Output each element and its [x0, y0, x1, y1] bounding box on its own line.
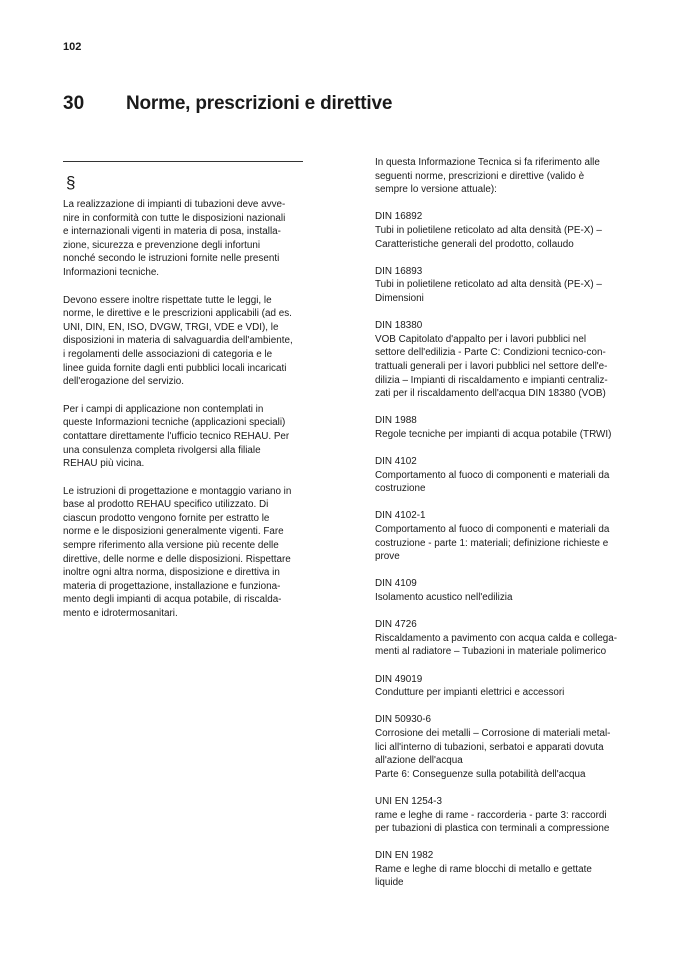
norm-code: DIN 4102-1	[375, 510, 426, 522]
norm-description: Comportamento al fuoco di componenti e materiali da costruzione	[375, 469, 610, 495]
chapter-number: 30	[63, 93, 85, 114]
norm-description: Tubi in polietilene reticolato ad alta densità (PE-X) – Caratteristiche generali del prodotto, collaudo	[375, 224, 602, 250]
norm-code: DIN 4726	[375, 619, 417, 631]
norm-code: DIN EN 1982	[375, 850, 434, 862]
right-column	[375, 156, 620, 904]
page-number: 102	[63, 41, 82, 53]
norm-description: Corrosione dei metalli – Corrosione di materiali metal- lici all'interno di tubazioni, serbatoi e apparati dovuta all'azione dell'acqua Parte 6: Conseguenze sulla potabilità dell'acqua	[375, 727, 611, 780]
norm-description: rame e leghe di rame - raccorderia - parte 3: raccordi per tubazioni di plastica con terminali a compressione	[375, 809, 610, 835]
norm-code: DIN 49019	[375, 673, 423, 685]
norm-entry	[375, 849, 620, 890]
norm-description: Rame e leghe di rame blocchi di metallo e gettate liquide	[375, 863, 592, 889]
norms-intro: In questa Informazione Tecnica si fa riferimento alle seguenti norme, prescrizioni e direttive (valido è sempre lo versione attuale):	[375, 157, 600, 196]
chapter-title: Norme, prescrizioni e direttive	[126, 93, 393, 114]
norm-entry	[375, 673, 620, 700]
norm-description: Comportamento al fuoco di componenti e materiali da costruzione - parte 1: materiali; definizione richieste e prove	[375, 524, 610, 563]
norm-code: DIN 18380	[375, 320, 423, 332]
norm-entry	[375, 265, 620, 306]
left-column	[63, 161, 303, 621]
paragraph: Le istruzioni di progettazione e montaggio variano in base al prodotto REHAU specifico utilizzato. Di ciascun prodotto vengono fornite per estratto le norme e le disposizioni generalmente vigenti. Fare sempre riferimento alla versione più recente delle direttive, delle norme e delle disposizioni. Rispettare inoltre ogni altra norma, disposizione e direttiva in materia di progettazione, installazione e funziona- mento degli impianti di acqua potabile, di riscalda- mento e idrotermosanitari.	[63, 485, 292, 620]
norm-description: Regole tecniche per impianti di acqua potabile (TRWI)	[375, 428, 612, 440]
norm-description: Condutture per impianti elettrici e accessori	[375, 687, 565, 699]
norm-entry	[375, 319, 620, 401]
norm-entry	[375, 577, 620, 604]
norm-code: DIN 50930-6	[375, 714, 431, 726]
norm-description: Tubi in polietilene reticolato ad alta densità (PE-X) – Dimensioni	[375, 279, 602, 304]
norm-code: DIN 16892	[375, 211, 423, 223]
paragraph: Per i campi di applicazione non contemplati in queste Informazioni tecniche (applicazioni speciali) contattare direttamente l'ufficio tecnico REHAU. Per una consulenza completa rivolgersi alla filiale REHAU più vicina.	[63, 403, 290, 470]
paragraph: La realizzazione di impianti di tubazioni deve avve- nire in conformità con tutte le disposizioni nazionali e internazionali vigenti in materia di posa, installa- zione, sicurezza e prevenzione degli infortuni nonché secondo le istruzioni fornite nelle presenti Informazioni tecniche.	[63, 199, 286, 278]
norm-code: DIN 4109	[375, 578, 417, 590]
norm-code: DIN 1988	[375, 415, 417, 427]
norm-code: UNI EN 1254-3	[375, 795, 442, 807]
section-sign-icon: §	[66, 173, 76, 192]
norm-entry	[375, 210, 620, 251]
norm-entry	[375, 509, 620, 563]
norm-entry	[375, 455, 620, 496]
norm-code: DIN 16893	[375, 265, 423, 277]
norm-description: Riscaldamento a pavimento con acqua calda e collega- menti al radiatore – Tubazioni in materiale polimerico	[375, 632, 618, 658]
norm-code: DIN 4102	[375, 456, 417, 468]
norm-entry	[375, 618, 620, 659]
norm-entry	[375, 713, 620, 781]
paragraph: Devono essere inoltre rispettate tutte le leggi, le norme, le direttive e le prescrizioni applicabili (ad es. UNI, DIN, EN, ISO, DVGW, TRGI, VDE e VDI), le disposizioni in materia di salvaguardia dell'ambiente, i regolamenti delle associazioni di categoria e le linee guida fornite dagli enti pubblici locali incaricati dell'erogazione del servizio.	[63, 294, 293, 388]
norm-description: VOB Capitolato d'appalto per i lavori pubblici nel settore dell'edilizia - Parte C: Condizioni tecnico-con- trattuali generali per i lavori pubblici nel settore dell'e- dilizia – Impianti di riscaldamento e impianti centraliz- zati per il riscaldamento dell'acqua DIN 18380 (VOB)	[375, 333, 608, 400]
norm-entry	[375, 414, 620, 441]
norm-description: Isolamento acustico nell'edilizia	[375, 592, 513, 603]
norm-entry	[375, 795, 620, 836]
divider	[63, 161, 303, 162]
